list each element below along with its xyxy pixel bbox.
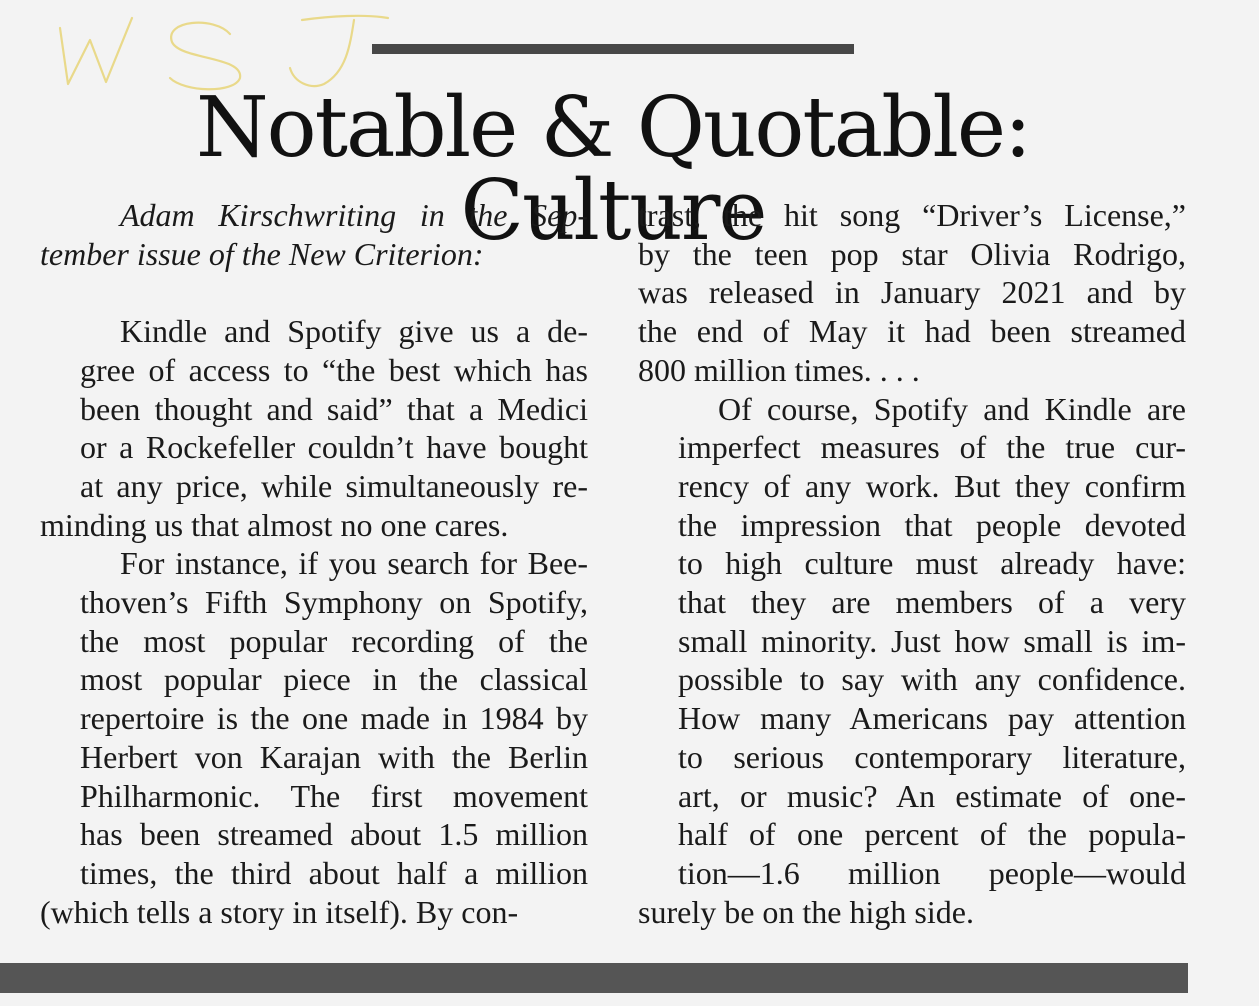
text-line: times, the third about half a million [80,854,588,891]
text-line: tion—1.6 million people—would [678,854,1186,891]
text-line: been thought and said” that a Medici [80,390,588,427]
text-line: or a Rockefeller couldn’t have bought [80,429,588,466]
paragraph-2-continued [638,196,1186,390]
text-line: half of one percent of the popula- [678,816,1186,853]
text-line: rency of any work. But they confirm [678,467,1186,504]
text-line: Of course, Spotify and Kindle are [718,390,1186,427]
text-line: thoven’s Fifth Symphony on Spotify, [80,584,588,621]
headline: Notable & Quotable: Culture [196,79,1030,259]
text-line: Philharmonic. The first movement [80,777,588,814]
paragraph-2 [40,544,588,931]
text-line: gree of access to “the best which has [80,351,588,388]
text-line: Herbert von Karajan with the Berlin [80,738,588,775]
paragraph-1 [40,312,588,544]
text-line: minding us that almost no one cares. [40,506,509,543]
text-line: the most popular recording of the [80,622,588,659]
text-line: small minority. Just how small is im- [678,622,1186,659]
text-line: at any price, while simultaneously re- [80,467,588,504]
text-line: Kindle and Spotify give us a de- [120,313,588,350]
text-line: possible to say with any confidence. [678,661,1186,698]
paragraph-3 [638,390,1186,932]
cropped-previous-text [640,0,900,8]
top-rule [372,44,854,54]
text-line: that they are members of a very [678,584,1186,621]
text-line: was released in January 2021 and by [638,274,1186,311]
text-line: How many Americans pay attention [678,700,1186,737]
column-right [638,196,1186,931]
text-line: imperfect measures of the true cur- [678,429,1186,466]
text-line: For instance, if you search for Bee- [120,545,588,582]
intro-attribution [40,196,588,273]
text-line: most popular piece in the classical [80,661,588,698]
bottom-rule [0,963,1188,993]
text-line: the impression that people devoted [678,506,1186,543]
text-line: to serious contemporary literature, [678,738,1186,775]
text-line: repertoire is the one made in 1984 by [80,700,588,737]
text-line: surely be on the high side. [638,893,974,930]
text-line: to high culture must already have: [678,545,1186,582]
text-line: (which tells a story in itself). By con- [40,893,519,930]
text-line: has been streamed about 1.5 million [80,816,588,853]
text-line: art, or music? An estimate of one- [678,777,1186,814]
text-line: 800 million times. . . . [638,351,920,388]
text-line: the end of May it had been streamed [638,313,1186,350]
intro-line: tember issue of the New Criterion: [40,235,484,272]
text-line: by the teen pop star Olivia Rodrigo, [638,235,1186,272]
column-left [40,196,588,931]
intro-line: Adam Kirschwriting in the Sep- [120,197,588,233]
text-line: trast, the hit song “Driver’s License,” [638,197,1186,233]
